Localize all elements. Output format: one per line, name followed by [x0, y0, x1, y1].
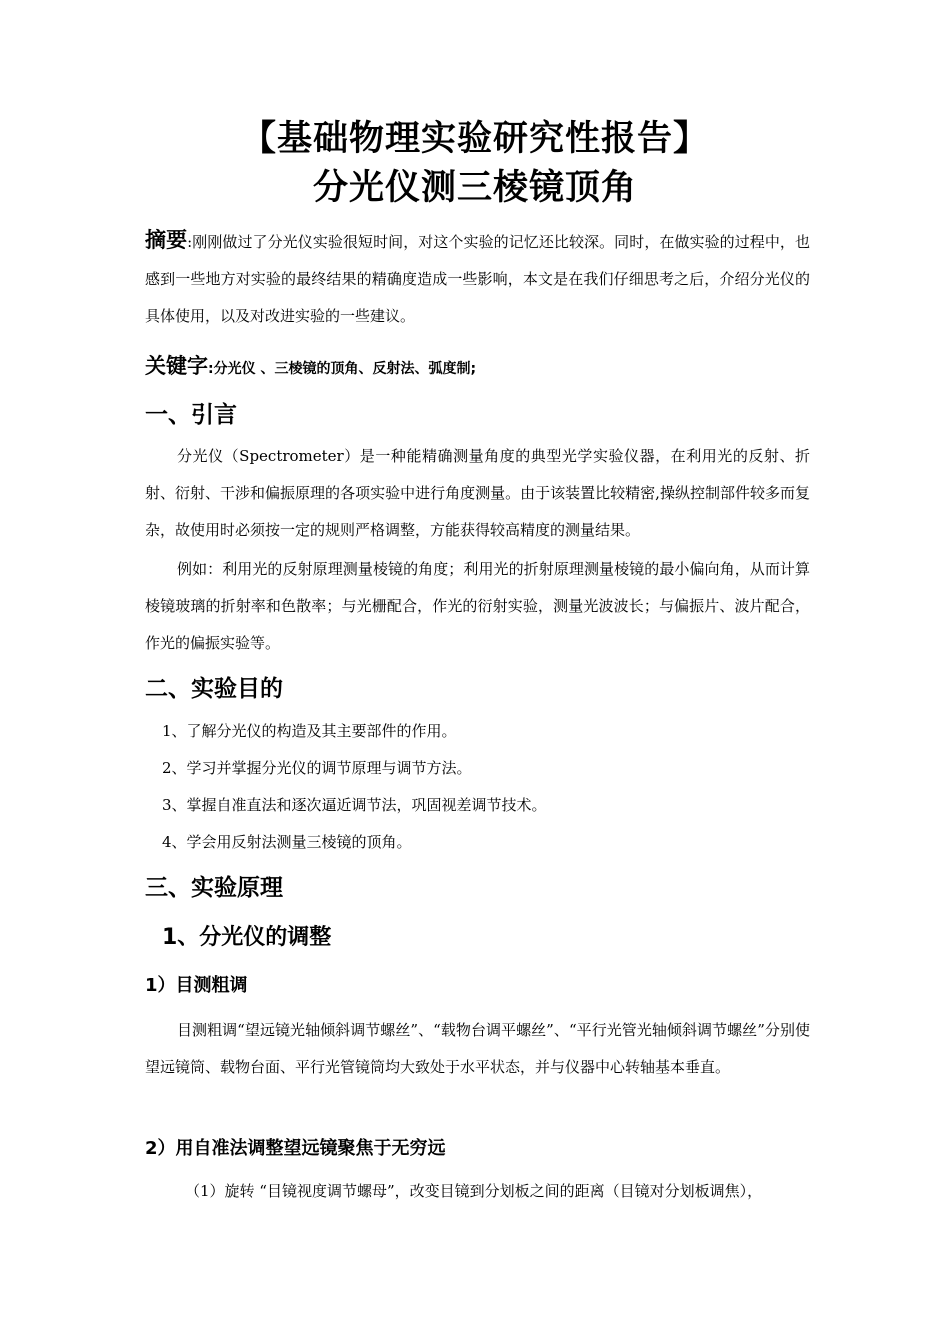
abstract-separator: : — [187, 233, 193, 251]
section-heading-objectives: 二、实验目的 — [145, 676, 283, 702]
rough-adjust-paragraph: 目测粗调“望远镜光轴倾斜调节螺丝”、“载物台调平螺丝”、“平行光管光轴倾斜调节螺丝”分别使望远镜筒、载物台面、平行光管镜筒均大致处于水平状态，并与仪器中心转轴基本垂直。 — [145, 1021, 810, 1076]
section-heading-principles: 三、实验原理 — [145, 875, 283, 901]
report-title-line2: 分光仪测三棱镜顶角 — [312, 168, 637, 208]
step-heading-rough-adjust: 1）目测粗调 — [145, 975, 248, 996]
abstract-label: 摘要 — [145, 228, 188, 252]
autocollimation-paragraph: （1）旋转 “目镜视度调节螺母”，改变目镜到分划板之间的距离（目镜对分划板调焦）， — [185, 1182, 763, 1200]
intro-paragraph-1: 分光仪（Spectrometer）是一种能精确测量角度的典型光学实验仪器，在利用光的反射、折射、衍射、干涉和偏振原理的各项实验中进行角度测量。由于该装置比较精密,操纵控制部件较多而复杂，故使用时必须按一定的规则严格调整，方能获得较高精度的测量结果。 — [145, 447, 810, 539]
list-item: 4、学会用反射法测量三棱镜的顶角。 — [162, 833, 412, 851]
abstract-paragraph — [145, 222, 810, 335]
keywords-separator: : — [208, 361, 214, 377]
keywords-line — [145, 348, 810, 388]
list-item: 1、了解分光仪的构造及其主要部件的作用。 — [162, 722, 457, 740]
abstract-text: 刚刚做过了分光仪实验很短时间，对这个实验的记忆还比较深。同时，在做实验的过程中，也感到一些地方对实验的最终结果的精确度造成一些影响，本文是在我们仔细思考之后，介绍分光仪的具体使用，以及对改进实验的一些建议。 — [145, 233, 810, 325]
list-item: 2、学习并掌握分光仪的调节原理与调节方法。 — [162, 759, 472, 777]
objectives-list — [162, 713, 802, 861]
subsection-heading-adjustment: 1、分光仪的调整 — [162, 925, 332, 950]
section-heading-introduction: 一、引言 — [145, 402, 237, 428]
list-item: 3、掌握自准直法和逐次逼近调节法，巩固视差调节技术。 — [162, 796, 547, 814]
report-title-line1: 【基础物理实验研究性报告】 — [240, 119, 709, 159]
keywords-text: 分光仪 、三棱镜的顶角、反射法、弧度制; — [213, 361, 477, 377]
intro-paragraph-2: 例如：利用光的反射原理测量棱镜的角度；利用光的折射原理测量棱镜的最小偏向角，从而计算棱镜玻璃的折射率和色散率；与光栅配合，作光的衍射实验，测量光波波长；与偏振片、波片配合，作光的偏振实验等。 — [145, 560, 810, 652]
step-heading-autocollimation: 2）用自准法调整望远镜聚焦于无穷远 — [145, 1138, 446, 1159]
keywords-label: 关键字 — [145, 354, 208, 378]
